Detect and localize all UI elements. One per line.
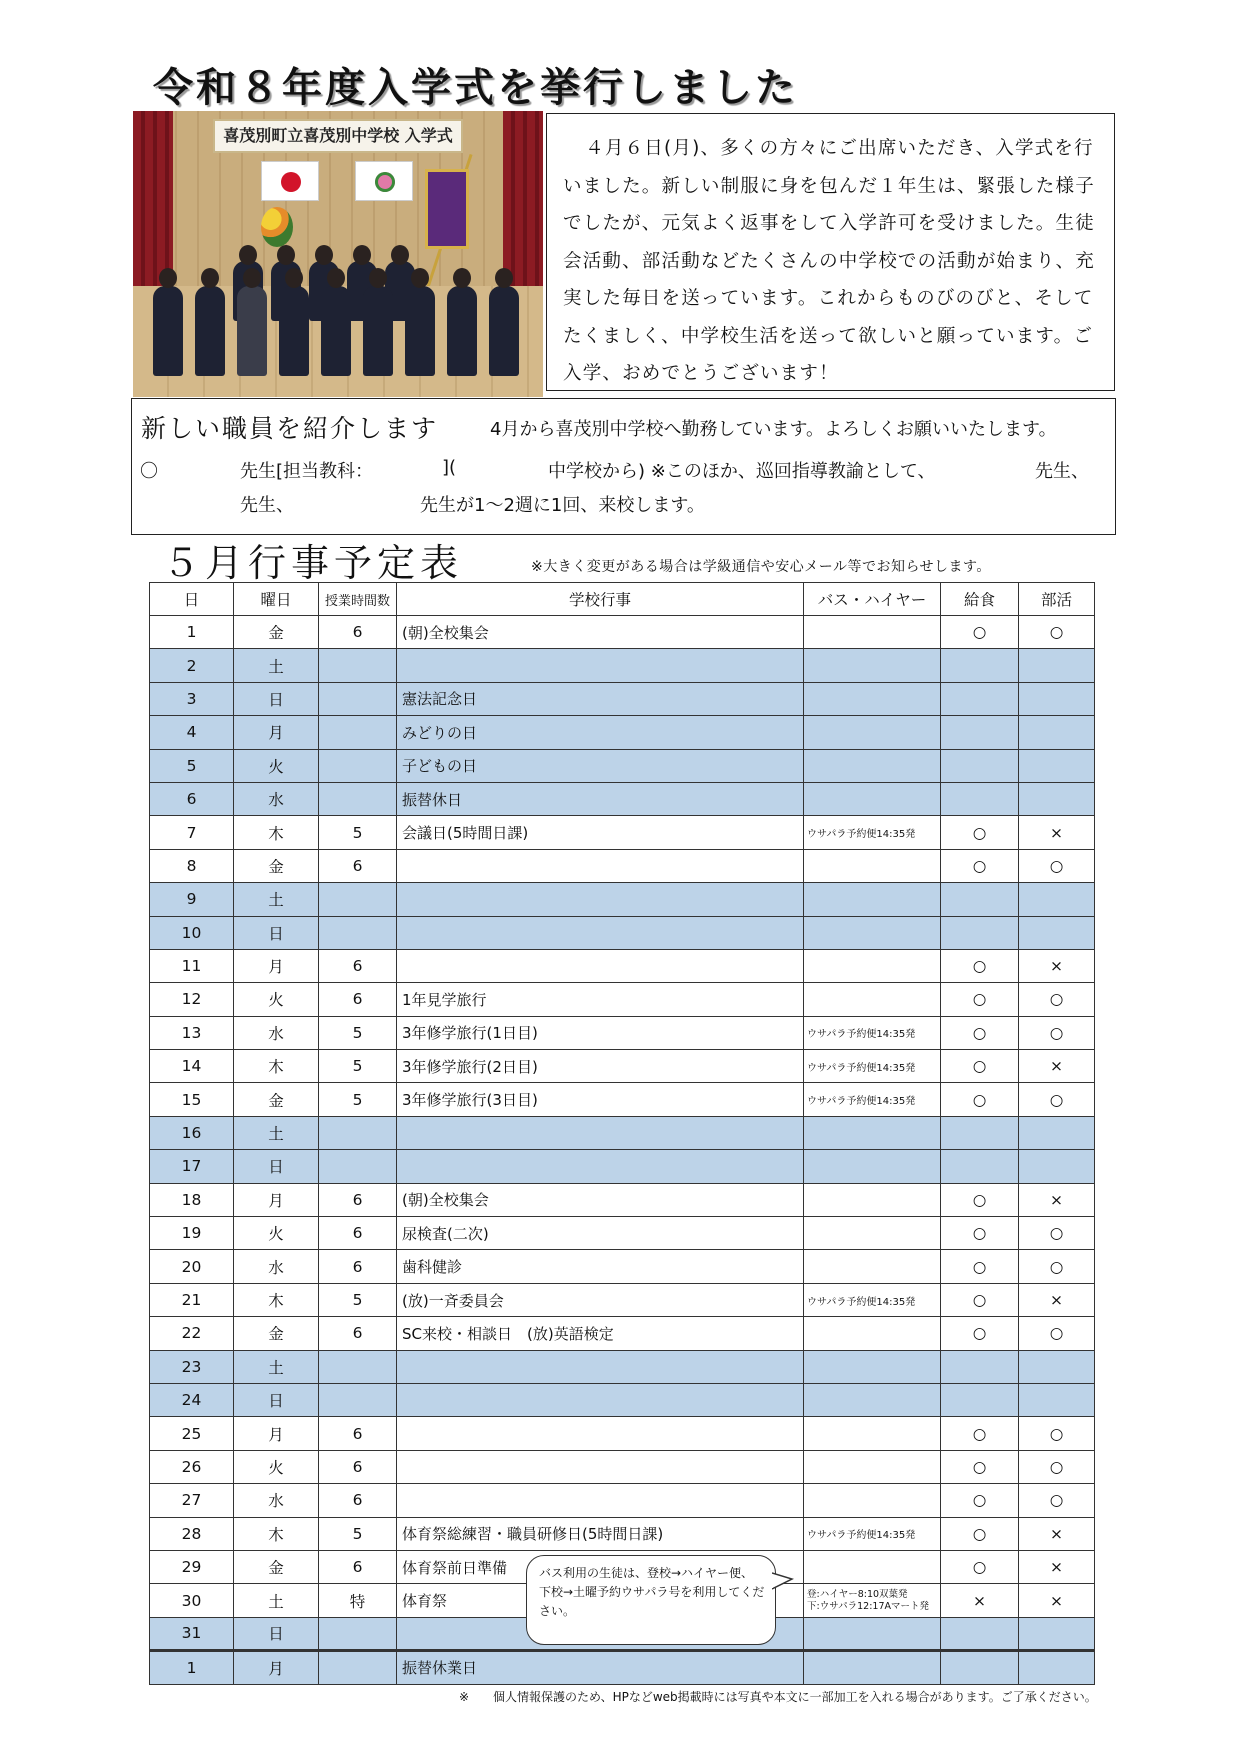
cell-club: × (1019, 1183, 1095, 1216)
cell-event: 子どもの日 (397, 749, 804, 782)
cell-lunch: ○ (941, 616, 1019, 649)
cell-lunch: ○ (941, 1550, 1019, 1583)
cell-bus: ウサパラ予約便14:35発 (804, 1283, 941, 1316)
cell-lunch: ○ (941, 1283, 1019, 1316)
cell-day: 7 (150, 816, 234, 849)
header-club: 部活 (1019, 583, 1095, 616)
cell-weekday: 金 (234, 849, 319, 882)
cell-bus: ウサパラ予約便14:35発 (804, 1517, 941, 1550)
town-flag-icon (355, 161, 413, 201)
header-lunch: 給食 (941, 583, 1019, 616)
cell-club (1019, 916, 1095, 949)
cell-lunch (941, 649, 1019, 682)
cell-lunch (941, 749, 1019, 782)
table-row (150, 1016, 1095, 1049)
cell-weekday: 日 (234, 1150, 319, 1183)
cell-hours: 6 (319, 849, 397, 882)
cell-lunch: ○ (941, 1450, 1019, 1483)
cell-lunch (941, 916, 1019, 949)
cell-event (397, 1150, 804, 1183)
cell-club (1019, 749, 1095, 782)
cell-club: ○ (1019, 1016, 1095, 1049)
cell-lunch: ○ (941, 1484, 1019, 1517)
cell-event: SC来校・相談日 (放)英語検定 (397, 1317, 804, 1350)
cell-weekday: 日 (234, 682, 319, 715)
cell-day: 9 (150, 883, 234, 916)
cell-bus (804, 1550, 941, 1583)
cell-weekday: 火 (234, 749, 319, 782)
cell-day: 21 (150, 1283, 234, 1316)
footer-note: ※ 個人情報保護のため、HPなどweb掲載時には写真や本文に一部加工を入れる場合があります。ご了承ください。 (459, 1690, 1097, 1704)
cell-bus (804, 1484, 941, 1517)
cell-weekday: 水 (234, 1250, 319, 1283)
cell-event: 3年修学旅行(2日目) (397, 1050, 804, 1083)
cell-club (1019, 716, 1095, 749)
header-weekday: 曜日 (234, 583, 319, 616)
cell-club: × (1019, 949, 1095, 982)
table-row (150, 1484, 1095, 1517)
cell-bus: ウサパラ予約便14:35発 (804, 1050, 941, 1083)
cell-hours: 6 (319, 616, 397, 649)
cell-club: ○ (1019, 1250, 1095, 1283)
table-row (150, 782, 1095, 815)
intro-text-box (546, 113, 1115, 391)
photo-banner: 喜茂別町立喜茂別中学校 入学式 (213, 119, 463, 153)
table-row (150, 849, 1095, 882)
cell-weekday: 土 (234, 649, 319, 682)
cell-club: ○ (1019, 983, 1095, 1016)
table-row (150, 1250, 1095, 1283)
cell-weekday: 火 (234, 1450, 319, 1483)
table-row (150, 1317, 1095, 1350)
cell-hours: 6 (319, 983, 397, 1016)
cell-lunch (941, 1116, 1019, 1149)
cell-bus (804, 1250, 941, 1283)
cell-weekday: 日 (234, 916, 319, 949)
cell-lunch: ○ (941, 849, 1019, 882)
cell-event: 体育祭前日準備 (397, 1550, 804, 1583)
cell-bus (804, 1217, 941, 1250)
table-row (150, 1651, 1095, 1684)
cell-hours: 6 (319, 1317, 397, 1350)
intro-text: ４月６日(月)、多くの方々にご出席いただき、入学式を行いました。新しい制服に身を包んだ１年生は、緊張した様子でしたが、元気よく返事をして入学許可を受けました。生徒会活動、部活動などたくさんの中学校での活動が始まり、充実した毎日を送っています。これからものびのびと、そしてたくましく、中学校生活を送って欲しいと願っています。ご入学、おめでとうございます！ (563, 138, 1095, 384)
cell-day: 30 (150, 1584, 234, 1617)
cell-event (397, 1116, 804, 1149)
cell-lunch: ○ (941, 1083, 1019, 1116)
cell-hours (319, 1150, 397, 1183)
cell-bus (804, 1617, 941, 1650)
cell-day: 15 (150, 1083, 234, 1116)
cell-bus (804, 1383, 941, 1416)
cell-club: ○ (1019, 1217, 1095, 1250)
cell-event (397, 849, 804, 882)
cell-lunch (941, 682, 1019, 715)
cell-hours: 6 (319, 1183, 397, 1216)
cell-event (397, 649, 804, 682)
cell-hours: 6 (319, 1484, 397, 1517)
cell-lunch (941, 1651, 1019, 1684)
cell-hours: 6 (319, 1250, 397, 1283)
cell-bus (804, 1317, 941, 1350)
cell-weekday: 火 (234, 983, 319, 1016)
flowers-icon (261, 207, 293, 247)
cell-event: 会議日(5時間日課) (397, 816, 804, 849)
staff-line2-a: 先生、 (240, 495, 294, 516)
cell-club: ○ (1019, 1450, 1095, 1483)
cell-event: (放)一斉委員会 (397, 1283, 804, 1316)
cell-day: 29 (150, 1550, 234, 1583)
cell-lunch: ○ (941, 1317, 1019, 1350)
cell-weekday: 日 (234, 1617, 319, 1650)
cell-event (397, 1350, 804, 1383)
table-row (150, 1083, 1095, 1116)
cell-hours: 5 (319, 816, 397, 849)
cell-weekday: 火 (234, 1217, 319, 1250)
cell-event: 尿検査(二次) (397, 1217, 804, 1250)
ceremony-photo (133, 111, 543, 397)
table-row (150, 1417, 1095, 1450)
table-row (150, 949, 1095, 982)
cell-day: 24 (150, 1383, 234, 1416)
cell-lunch (941, 782, 1019, 815)
cell-day: 6 (150, 782, 234, 815)
cell-day: 5 (150, 749, 234, 782)
cell-lunch: ○ (941, 1517, 1019, 1550)
cell-lunch (941, 1350, 1019, 1383)
cell-bus (804, 716, 941, 749)
cell-club (1019, 1651, 1095, 1684)
schedule-table (149, 582, 1095, 1685)
table-row (150, 1383, 1095, 1416)
cell-hours: 5 (319, 1517, 397, 1550)
cell-club: × (1019, 816, 1095, 849)
cell-event (397, 1450, 804, 1483)
cell-lunch: ○ (941, 1016, 1019, 1049)
cell-weekday: 土 (234, 1350, 319, 1383)
cell-club: ○ (1019, 1484, 1095, 1517)
cell-club: × (1019, 1584, 1095, 1617)
cell-day: 1 (150, 1651, 234, 1684)
cell-club (1019, 883, 1095, 916)
table-row (150, 1517, 1095, 1550)
cell-bus (804, 1350, 941, 1383)
table-row (150, 1217, 1095, 1250)
cell-event: 歯科健診 (397, 1250, 804, 1283)
cell-weekday: 土 (234, 1584, 319, 1617)
table-row (150, 716, 1095, 749)
cell-bus: ウサパラ予約便14:35発 (804, 816, 941, 849)
table-row (150, 649, 1095, 682)
cell-weekday: 木 (234, 1283, 319, 1316)
cell-hours: 特 (319, 1584, 397, 1617)
cell-hours: 6 (319, 1417, 397, 1450)
cell-club (1019, 1116, 1095, 1149)
table-row (150, 816, 1095, 849)
cell-bus (804, 949, 941, 982)
cell-weekday: 月 (234, 1651, 319, 1684)
table-header-row (150, 583, 1095, 616)
cell-weekday: 水 (234, 1484, 319, 1517)
bus-line-2: 下:ウサパラ12:17Aマート発 (807, 1600, 930, 1612)
cell-club (1019, 1617, 1095, 1650)
cell-weekday: 金 (234, 1550, 319, 1583)
cell-weekday: 金 (234, 1083, 319, 1116)
cell-day: 12 (150, 983, 234, 1016)
cell-club (1019, 649, 1095, 682)
cell-lunch: ○ (941, 1217, 1019, 1250)
japan-flag-icon (261, 161, 319, 201)
cell-club: ○ (1019, 1317, 1095, 1350)
cell-event: 振替休業日 (397, 1651, 804, 1684)
cell-hours: 6 (319, 949, 397, 982)
bullet-icon: 〇 (140, 461, 158, 482)
cell-club: ○ (1019, 1417, 1095, 1450)
cell-lunch: ○ (941, 1250, 1019, 1283)
cell-day: 31 (150, 1617, 234, 1650)
table-row (150, 883, 1095, 916)
cell-club: × (1019, 1550, 1095, 1583)
cell-event: 3年修学旅行(3日目) (397, 1083, 804, 1116)
cell-weekday: 木 (234, 1517, 319, 1550)
cell-lunch (941, 716, 1019, 749)
bus-note-text: バス利用の生徒は、登校→ハイヤー便、下校→土曜予約ウサパラ号を利用してください。 (539, 1566, 765, 1618)
table-row (150, 983, 1095, 1016)
cell-day: 3 (150, 682, 234, 715)
table-row (150, 749, 1095, 782)
cell-club: × (1019, 1283, 1095, 1316)
cell-weekday: 日 (234, 1383, 319, 1416)
cell-event: 体育祭 (397, 1584, 804, 1617)
cell-day: 22 (150, 1317, 234, 1350)
cell-lunch (941, 1383, 1019, 1416)
table-row (150, 1283, 1095, 1316)
cell-event: (朝)全校集会 (397, 1183, 804, 1216)
staff-greeting: 4月から喜茂別中学校へ勤務しています。よろしくお願いいたします。 (490, 419, 1057, 440)
bus-note-balloon (526, 1555, 776, 1645)
cell-day: 27 (150, 1484, 234, 1517)
cell-hours: 5 (319, 1283, 397, 1316)
header-hours: 授業時間数 (319, 583, 397, 616)
cell-bus (804, 1150, 941, 1183)
cell-weekday: 月 (234, 949, 319, 982)
cell-day: 23 (150, 1350, 234, 1383)
cell-day: 18 (150, 1183, 234, 1216)
cell-club (1019, 782, 1095, 815)
cell-club: ○ (1019, 849, 1095, 882)
cell-lunch: ○ (941, 1183, 1019, 1216)
cell-day: 13 (150, 1016, 234, 1049)
cell-hours (319, 1617, 397, 1650)
cell-club (1019, 682, 1095, 715)
table-row (150, 616, 1095, 649)
cell-bus: ウサパラ予約便14:35発 (804, 1016, 941, 1049)
cell-event (397, 1484, 804, 1517)
cell-club (1019, 1350, 1095, 1383)
cell-hours (319, 782, 397, 815)
cell-club: ○ (1019, 616, 1095, 649)
cell-bus (804, 616, 941, 649)
cell-lunch (941, 1617, 1019, 1650)
cell-lunch: ○ (941, 949, 1019, 982)
cell-day: 25 (150, 1417, 234, 1450)
cell-bus (804, 749, 941, 782)
cell-bus (804, 1450, 941, 1483)
cell-event (397, 1417, 804, 1450)
cell-hours (319, 1116, 397, 1149)
cell-hours (319, 1383, 397, 1416)
cell-bus (804, 1584, 941, 1617)
cell-lunch (941, 883, 1019, 916)
cell-event: 振替休日 (397, 782, 804, 815)
cell-bus (804, 1417, 941, 1450)
cell-day: 19 (150, 1217, 234, 1250)
cell-weekday: 月 (234, 1183, 319, 1216)
table-row (150, 1183, 1095, 1216)
cell-lunch (941, 1150, 1019, 1183)
cell-weekday: 土 (234, 1116, 319, 1149)
cell-bus (804, 849, 941, 882)
cell-event (397, 1383, 804, 1416)
cell-club: × (1019, 1050, 1095, 1083)
cell-day: 2 (150, 649, 234, 682)
table-row (150, 682, 1095, 715)
table-row (150, 1450, 1095, 1483)
cell-hours (319, 1651, 397, 1684)
page-title: 令和８年度入学式を挙行しました (153, 65, 798, 111)
cell-bus (804, 649, 941, 682)
header-event: 学校行事 (397, 583, 804, 616)
table-row (150, 1116, 1095, 1149)
cell-hours: 5 (319, 1050, 397, 1083)
cell-weekday: 水 (234, 1016, 319, 1049)
cell-event: (朝)全校集会 (397, 616, 804, 649)
cell-event (397, 949, 804, 982)
cell-club (1019, 1383, 1095, 1416)
cell-weekday: 水 (234, 782, 319, 815)
header-bus: バス・ハイヤー (804, 583, 941, 616)
table-row (150, 1050, 1095, 1083)
cell-hours (319, 883, 397, 916)
cell-day: 20 (150, 1250, 234, 1283)
cell-hours: 5 (319, 1016, 397, 1049)
cell-weekday: 金 (234, 616, 319, 649)
schedule-title: ５月行事予定表 (162, 541, 464, 585)
staff-heading: 新しい職員を紹介します (141, 414, 439, 443)
cell-weekday: 木 (234, 1050, 319, 1083)
cell-event: 憲法記念日 (397, 682, 804, 715)
balloon-tail (772, 1571, 794, 1593)
cell-hours (319, 649, 397, 682)
cell-day: 4 (150, 716, 234, 749)
cell-bus (804, 1651, 941, 1684)
school-flag-icon (425, 169, 469, 249)
cell-hours (319, 716, 397, 749)
cell-event: 1年見学旅行 (397, 983, 804, 1016)
staff-line1-d: 先生、 (1035, 461, 1089, 482)
cell-event (397, 916, 804, 949)
cell-event: 3年修学旅行(1日目) (397, 1016, 804, 1049)
bus-line-1: 登:ハイヤー8:10双葉発 (807, 1588, 908, 1600)
cell-day: 10 (150, 916, 234, 949)
cell-lunch: ○ (941, 1050, 1019, 1083)
cell-lunch: ○ (941, 816, 1019, 849)
header-day: 日 (150, 583, 234, 616)
staff-intro-box (131, 398, 1116, 535)
cell-hours: 6 (319, 1550, 397, 1583)
table-row (150, 916, 1095, 949)
table-row (150, 1350, 1095, 1383)
cell-hours (319, 749, 397, 782)
cell-bus: ウサパラ予約便14:35発 (804, 1083, 941, 1116)
cell-weekday: 月 (234, 1417, 319, 1450)
cell-bus (804, 1183, 941, 1216)
cell-bus (804, 883, 941, 916)
cell-club (1019, 1150, 1095, 1183)
cell-day: 26 (150, 1450, 234, 1483)
cell-day: 8 (150, 849, 234, 882)
cell-bus (804, 983, 941, 1016)
staff-line1-b: ]( (442, 457, 457, 478)
cell-event: みどりの日 (397, 716, 804, 749)
cell-hours (319, 916, 397, 949)
cell-hours: 5 (319, 1083, 397, 1116)
cell-hours (319, 1350, 397, 1383)
cell-day: 28 (150, 1517, 234, 1550)
cell-bus (804, 916, 941, 949)
cell-day: 17 (150, 1150, 234, 1183)
cell-weekday: 金 (234, 1317, 319, 1350)
cell-bus (804, 682, 941, 715)
cell-weekday: 月 (234, 716, 319, 749)
cell-day: 1 (150, 616, 234, 649)
cell-lunch: × (941, 1584, 1019, 1617)
staff-line1-c: 中学校から) ※このほか、巡回指導教諭として、 (548, 461, 936, 482)
cell-hours: 6 (319, 1450, 397, 1483)
cell-day: 14 (150, 1050, 234, 1083)
schedule-note: ※大きく変更がある場合は学級通信や安心メール等でお知らせします。 (531, 559, 991, 575)
cell-club: × (1019, 1517, 1095, 1550)
cell-bus (804, 782, 941, 815)
cell-event: 体育祭総練習・職員研修日(5時間日課) (397, 1517, 804, 1550)
cell-hours: 6 (319, 1217, 397, 1250)
cell-hours (319, 682, 397, 715)
table-row (150, 1150, 1095, 1183)
cell-weekday: 木 (234, 816, 319, 849)
cell-day: 16 (150, 1116, 234, 1149)
cell-bus (804, 1116, 941, 1149)
staff-line2-b: 先生が1～2週に1回、来校します。 (420, 495, 705, 516)
cell-event (397, 883, 804, 916)
cell-lunch: ○ (941, 1417, 1019, 1450)
cell-lunch: ○ (941, 983, 1019, 1016)
cell-club: ○ (1019, 1083, 1095, 1116)
cell-day: 11 (150, 949, 234, 982)
cell-weekday: 土 (234, 883, 319, 916)
staff-line1-a: 先生[担当教科： (240, 461, 374, 482)
